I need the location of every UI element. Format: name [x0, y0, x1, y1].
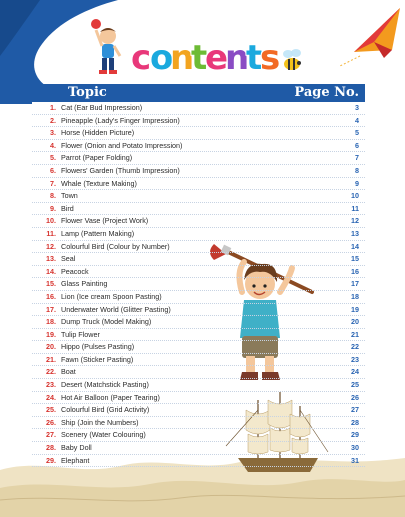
toc-row — [32, 291, 365, 304]
toc-row-page: 17 — [351, 279, 359, 289]
title-letter: e — [205, 38, 229, 78]
toc-row-topic: Flowers' Garden (Thumb Impression) — [61, 165, 180, 175]
toc-row-number: 7. — [50, 178, 56, 188]
toc-row-page: 21 — [351, 329, 359, 339]
boy-with-ball-illustration — [91, 19, 120, 74]
toc-row — [32, 253, 365, 266]
toc-row-number: 20. — [46, 342, 56, 352]
toc-row-number: 4. — [50, 140, 56, 150]
toc-row-page: 27 — [351, 405, 359, 415]
toc-row-page: 3 — [355, 103, 359, 112]
toc-row — [32, 266, 365, 279]
toc-row-topic: Hot Air Balloon (Paper Tearing) — [61, 392, 160, 402]
toc-row-number: 11. — [46, 228, 56, 238]
toc-row-page: 24 — [351, 367, 359, 377]
toc-row-page: 31 — [351, 455, 359, 465]
toc-row-number: 28. — [46, 443, 56, 453]
toc-row-topic: Cat (Ear Bud Impression) — [61, 103, 143, 112]
toc-row-page: 5 — [355, 128, 359, 138]
toc-row-topic: Peacock — [61, 266, 89, 276]
title-letter: t — [246, 38, 263, 78]
toc-row-topic: Lamp (Pattern Making) — [61, 228, 135, 238]
toc-row-page: 10 — [351, 191, 359, 201]
toc-row-topic: Underwater World (Glitter Pasting) — [61, 304, 171, 314]
toc-row — [32, 165, 365, 178]
toc-row-page: 28 — [351, 417, 359, 427]
toc-row — [32, 354, 365, 367]
toc-row-number: 6. — [50, 165, 56, 175]
toc-row-number: 2. — [50, 115, 56, 125]
toc-row — [32, 203, 365, 216]
toc-row-number: 23. — [46, 380, 56, 390]
toc-row-page: 26 — [351, 392, 359, 402]
toc-row — [32, 102, 365, 115]
contents-title — [131, 38, 281, 82]
toc-row — [32, 316, 365, 329]
toc-row-topic: Boat — [61, 367, 76, 377]
toc-row-page: 23 — [351, 354, 359, 364]
toc-row-page: 20 — [351, 317, 359, 327]
toc-row-topic: Whale (Texture Making) — [61, 178, 137, 188]
toc-row — [32, 429, 365, 442]
toc-row — [32, 228, 365, 241]
toc-row-number: 10. — [46, 216, 56, 226]
toc-row — [32, 127, 365, 140]
toc-row-page: 25 — [351, 380, 359, 390]
toc-row-topic: Pineapple (Lady's Finger Impression) — [61, 115, 180, 125]
toc-row-number: 8. — [50, 191, 56, 201]
toc-row — [32, 152, 365, 165]
toc-row-number: 5. — [50, 153, 56, 163]
toc-row-topic: Scenery (Water Colouring) — [61, 430, 146, 440]
toc-row-topic: Hippo (Pulses Pasting) — [61, 342, 135, 352]
toc-row — [32, 341, 365, 354]
toc-row-page: 14 — [351, 241, 359, 251]
toc-row-number: 18. — [46, 317, 56, 327]
toc-header — [32, 84, 365, 102]
toc-row-topic: Colourful Bird (Grid Activity) — [61, 405, 150, 415]
toc-row-page: 22 — [351, 342, 359, 352]
toc-row — [32, 215, 365, 228]
toc-row — [32, 178, 365, 191]
toc-row-number: 21. — [46, 354, 56, 364]
toc-row-page: 15 — [351, 254, 359, 264]
toc-row-topic: Parrot (Paper Folding) — [61, 153, 133, 163]
toc-row — [32, 379, 365, 392]
toc-row-number: 24. — [46, 392, 56, 402]
toc-row-topic: Flower Vase (Project Work) — [61, 216, 149, 226]
toc-row-number: 3. — [50, 128, 56, 138]
toc-row-page: 8 — [355, 165, 359, 175]
toc-row-number: 14. — [46, 266, 56, 276]
toc-row-number: 26. — [46, 417, 56, 427]
toc-row-number: 9. — [50, 203, 56, 213]
toc-row — [32, 278, 365, 291]
toc-row-page: 4 — [355, 115, 359, 125]
toc-row-number: 19. — [46, 329, 56, 339]
title-letter: t — [191, 38, 208, 78]
toc-row-topic: Ship (Join the Numbers) — [61, 417, 139, 427]
header-topic-label: Topic — [68, 85, 107, 100]
title-letter: s — [260, 38, 281, 78]
toc-row-page: 7 — [355, 153, 359, 163]
toc-row-number: 22. — [46, 367, 56, 377]
toc-row-topic: Lion (Ice cream Spoon Pasting) — [61, 291, 162, 301]
toc-row — [32, 304, 365, 317]
toc-row-page: 11 — [351, 203, 359, 213]
toc-row-number: 16. — [46, 291, 56, 301]
toc-row-page: 12 — [351, 216, 359, 226]
bee-icon — [283, 49, 301, 70]
paper-plane-icon — [340, 8, 400, 66]
header-page-label: Page No. — [294, 85, 359, 100]
toc-row-number: 29. — [46, 455, 56, 465]
toc-row-page: 29 — [351, 430, 359, 440]
title-letter: c — [131, 38, 152, 78]
toc-row-topic: Dump Truck (Model Making) — [61, 317, 152, 327]
toc-row — [32, 190, 365, 203]
toc-row-topic: Horse (Hidden Picture) — [61, 128, 135, 138]
toc-row-topic: Flower (Onion and Potato Impression) — [61, 140, 183, 150]
toc-row-number: 27. — [46, 430, 56, 440]
title-letter: o — [150, 38, 174, 78]
toc-list — [32, 102, 365, 467]
toc-row-page: 19 — [351, 304, 359, 314]
toc-row — [32, 115, 365, 128]
toc-row-page: 13 — [351, 228, 359, 238]
toc-row-topic: Desert (Matchstick Pasting) — [61, 380, 149, 390]
toc-row-topic: Glass Painting — [61, 279, 108, 289]
title-letter: n — [225, 38, 250, 78]
title-letter: n — [170, 38, 195, 78]
toc-row — [32, 442, 365, 455]
toc-row-page: 30 — [351, 443, 359, 453]
toc-row-number: 25. — [46, 405, 56, 415]
toc-row — [32, 329, 365, 342]
toc-row-page: 9 — [355, 178, 359, 188]
toc-row-topic: Seal — [61, 254, 76, 264]
toc-row — [32, 404, 365, 417]
toc-row — [32, 455, 365, 468]
toc-row-topic: Bird — [61, 203, 74, 213]
toc-row-topic: Fawn (Sticker Pasting) — [61, 354, 134, 364]
toc-row-topic: Tulip Flower — [61, 329, 100, 339]
toc-row-number: 13. — [46, 254, 56, 264]
toc-row-number: 15. — [46, 279, 56, 289]
toc-row-topic: Town — [61, 191, 78, 201]
toc-row-topic: Baby Doll — [61, 443, 92, 453]
toc-row — [32, 392, 365, 405]
toc-row-page: 6 — [355, 140, 359, 150]
toc-row-topic: Colourful Bird (Colour by Number) — [61, 241, 170, 251]
toc-row-number: 17. — [46, 304, 56, 314]
toc-row-number: 1. — [50, 103, 56, 112]
toc-row — [32, 366, 365, 379]
toc-row-page: 18 — [351, 291, 359, 301]
toc-row — [32, 241, 365, 254]
toc-row — [32, 140, 365, 153]
toc-row-topic: Elephant — [61, 455, 90, 465]
toc-row-page: 16 — [351, 266, 359, 276]
toc-row-number: 12. — [46, 241, 56, 251]
toc-row — [32, 417, 365, 430]
